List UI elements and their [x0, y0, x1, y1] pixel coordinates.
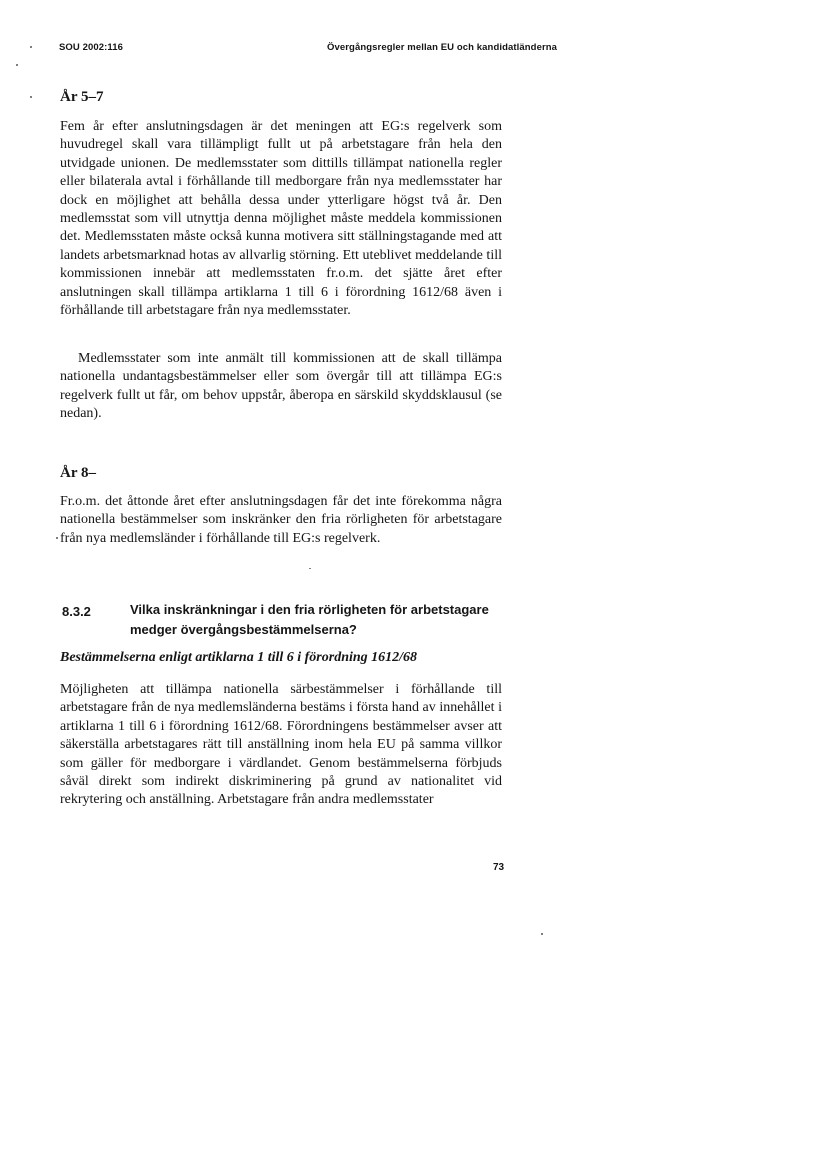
- running-header-left: SOU 2002:116: [59, 42, 124, 53]
- scan-speck: [56, 537, 58, 539]
- scan-speck: [30, 46, 32, 48]
- heading-year-5-7: År 5–7: [60, 89, 104, 105]
- scan-speck: [16, 64, 18, 66]
- section-title: Vilka inskränkningar i den fria rörligheten för arbetstagare medger övergångsbestämmelserna?: [130, 602, 489, 637]
- paragraph-section-8-3-2: Möjligheten att tillämpa nationella särbestämmelser i förhållande till arbetstagare från de nya medlemsländerna bestäms i första hand av innehållet i artiklarna 1 till 6 i förordning 1612/68. Förordningens bestämmelser avser att säkerställa arbetstagares rätt till anställning inom hela EU på samma villkor som gäller för medborgare i värdlandet. Genom bestämmelserna förbjuds såväl direkt som indirekt diskriminering på grund av nationalitet vid rekrytering och anställning. Arbetstagare från andra medlemsstater: [60, 682, 502, 808]
- scan-speck: [309, 568, 311, 569]
- page-number: 73: [493, 862, 505, 873]
- heading-year-8: År 8–: [60, 465, 96, 481]
- paragraph-year-5-7-1: Fem år efter anslutningsdagen är det meningen att EG:s regelverk som huvudregel skall vara tillämpligt fullt ut på arbetstagare från hela den utvidgade unionen. De medlemsstater som dittills tillämpat nationella regler eller bilaterala avtal i förhållande till medborgare från nya medlemsstater har dock en möjlighet att behålla dessa under ytterligare högst två år. Den medlemsstat som vill utnyttja denna möjlighet måste meddela kommissionen det. Medlemsstaten måste också kunna motivera sitt ställningstagande med att landets arbetsmarknad hotas av allvarlig störning. Ett uteblivet meddelande till kommissionen innebär att medlemsstaten fr.o.m. det sjätte året efter anslutningen skall tillämpa artiklarna 1 till 6 i förordning 1612/68 även i förhållande till arbetstagare från nya medlemsstater.: [60, 119, 502, 319]
- running-header-right: Övergångsregler mellan EU och kandidatländerna: [327, 42, 558, 53]
- section-number: 8.3.2: [62, 604, 91, 619]
- scan-speck: [30, 96, 32, 98]
- paragraph-year-8: Fr.o.m. det åttonde året efter anslutningsdagen får det inte förekomma några nationella bestämmelser som inskränker den fria rörligheten för arbetstagare från nya medlemsländer i förhållande till EG:s regelverk.: [60, 494, 502, 546]
- paragraph-year-5-7-2: Medlemsstater som inte anmält till kommissionen att de skall tillämpa nationella undantagsbestämmelser eller som övergår till att tillämpa EG:s regelverk fullt ut får, om behov uppstår, åberopa en särskild skyddsklausul (se nedan).: [60, 351, 502, 422]
- subsection-heading: Bestämmelserna enligt artiklarna 1 till 6 i förordning 1612/68: [60, 650, 418, 665]
- scan-speck: [541, 933, 543, 935]
